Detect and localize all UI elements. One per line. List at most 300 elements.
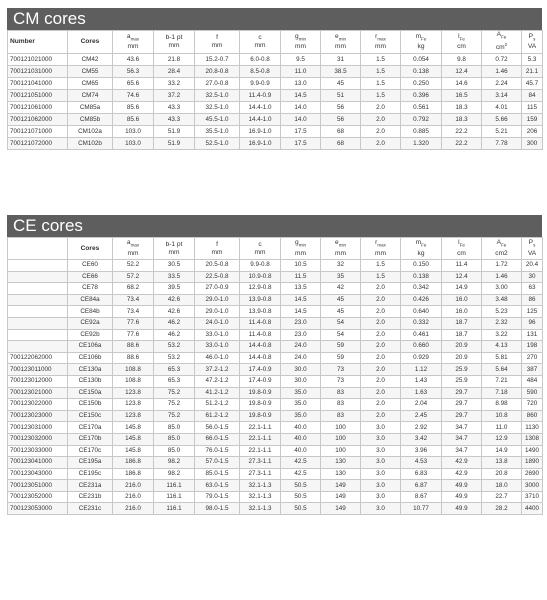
table-cell: 0.138 xyxy=(401,65,442,77)
ce-col-header xyxy=(68,238,113,260)
table-cell: 32.1-1.3 xyxy=(240,491,281,503)
table-cell: CE92a xyxy=(68,317,113,329)
table-cell: 159 xyxy=(522,113,543,125)
table-cell: 3.00 xyxy=(482,283,522,295)
table-cell: 216.0 xyxy=(113,503,154,515)
table-cell: 28.2 xyxy=(482,503,522,515)
column-symbol: $r_{max}$ xyxy=(375,239,386,248)
cm-header-row xyxy=(8,31,543,54)
column-symbol: Cores xyxy=(80,244,100,252)
table-cell: 42.9 xyxy=(442,468,482,480)
table-cell: 22.2 xyxy=(442,125,482,137)
table-cell: 2.45 xyxy=(401,410,442,422)
table-cell: 125 xyxy=(522,306,543,318)
ce-table-body xyxy=(8,260,543,515)
table-cell: 0.332 xyxy=(401,317,442,329)
table-cell: 83 xyxy=(321,410,361,422)
table-cell: 1130 xyxy=(522,422,543,434)
table-cell: 4400 xyxy=(522,503,543,515)
table-row xyxy=(8,399,543,411)
column-symbol: c xyxy=(258,33,262,41)
ce-col-header xyxy=(240,238,281,260)
table-cell: 88.6 xyxy=(113,341,154,353)
ce-col-header xyxy=(195,238,240,260)
table-row xyxy=(8,422,543,434)
table-cell: 2.0 xyxy=(361,399,401,411)
cm-col-header xyxy=(195,31,240,54)
table-cell: 20.9 xyxy=(442,352,482,364)
column-subscript: min xyxy=(298,35,306,41)
table-cell: 14.5 xyxy=(281,294,321,306)
table-cell: 700123041000 xyxy=(8,457,68,469)
table-cell: 77.6 xyxy=(113,329,154,341)
table-cell: 14.4-1.0 xyxy=(240,113,281,125)
table-cell: 0.929 xyxy=(401,352,442,364)
table-cell: 29.7 xyxy=(442,399,482,411)
table-cell: 9.8 xyxy=(442,53,482,65)
table-row xyxy=(8,260,543,272)
table-cell: 56 xyxy=(321,113,361,125)
column-subscript: max xyxy=(130,35,140,41)
table-cell: 1.72 xyxy=(482,260,522,272)
table-cell: 13.9-0.8 xyxy=(240,306,281,318)
table-row xyxy=(8,89,543,101)
table-cell: 75.2 xyxy=(154,387,195,399)
ce-col-header xyxy=(8,238,68,260)
table-cell: 14.0 xyxy=(281,101,321,113)
table-cell: 700123012000 xyxy=(8,375,68,387)
table-cell: 24.0-1.0 xyxy=(195,317,240,329)
table-cell: 22.7 xyxy=(482,491,522,503)
table-cell: CM42 xyxy=(68,53,113,65)
table-cell: 8.67 xyxy=(401,491,442,503)
table-cell: 25.9 xyxy=(442,375,482,387)
cm-col-header xyxy=(240,31,281,54)
table-cell: 860 xyxy=(522,410,543,422)
table-cell: 34.7 xyxy=(442,445,482,457)
table-cell: 14.9 xyxy=(482,445,522,457)
table-cell: 51 xyxy=(321,89,361,101)
cm-col-header xyxy=(482,31,522,54)
table-cell: 65.3 xyxy=(154,364,195,376)
table-cell: 86 xyxy=(522,294,543,306)
table-cell: CE60 xyxy=(68,260,113,272)
table-row xyxy=(8,271,543,283)
table-cell: 17.5 xyxy=(281,125,321,137)
table-cell: CE231c xyxy=(68,503,113,515)
table-cell: 0.396 xyxy=(401,89,442,101)
table-cell: 387 xyxy=(522,364,543,376)
column-unit: mm xyxy=(168,248,180,256)
table-cell: 32.5-1.0 xyxy=(195,101,240,113)
column-symbol: $P_s$ xyxy=(528,239,536,248)
table-cell: 270 xyxy=(522,352,543,364)
table-cell: 31 xyxy=(321,53,361,65)
table-cell: 0.640 xyxy=(401,306,442,318)
table-cell: 700123052000 xyxy=(8,491,68,503)
table-row xyxy=(8,329,543,341)
table-cell: 2.04 xyxy=(401,399,442,411)
ce-col-header xyxy=(401,238,442,260)
table-cell: 116.1 xyxy=(154,503,195,515)
table-cell: 32.1-1.3 xyxy=(240,480,281,492)
table-cell: 7.18 xyxy=(482,387,522,399)
table-cell: 20.5-0.8 xyxy=(195,260,240,272)
table-cell: CE84b xyxy=(68,306,113,318)
cm-col-header xyxy=(401,31,442,54)
table-row xyxy=(8,410,543,422)
table-cell: 65.3 xyxy=(154,375,195,387)
table-cell: 14.9 xyxy=(442,283,482,295)
table-cell: CE195a xyxy=(68,457,113,469)
table-cell: 145.8 xyxy=(113,422,154,434)
table-cell: 9.9-0.8 xyxy=(240,260,281,272)
table-cell: 66.0-1.5 xyxy=(195,433,240,445)
table-cell: 45 xyxy=(321,306,361,318)
table-cell: 5.81 xyxy=(482,352,522,364)
table-cell: 10.5 xyxy=(281,260,321,272)
table-cell: 42.5 xyxy=(281,457,321,469)
table-cell: 8.5-0.8 xyxy=(240,65,281,77)
table-cell: 0.561 xyxy=(401,101,442,113)
table-cell: 18.3 xyxy=(442,101,482,113)
table-cell: 19.8-0.9 xyxy=(240,399,281,411)
table-cell: 11.4 xyxy=(442,260,482,272)
table-cell: 83 xyxy=(321,399,361,411)
table-cell: 123.8 xyxy=(113,387,154,399)
table-cell: 2.0 xyxy=(361,283,401,295)
table-cell: 27.0-0.8 xyxy=(195,77,240,89)
table-cell: 700121062000 xyxy=(8,113,68,125)
table-cell: CE106b xyxy=(68,352,113,364)
table-cell: 98.0-1.5 xyxy=(195,503,240,515)
table-cell: CM55 xyxy=(68,65,113,77)
table-cell: 6.87 xyxy=(401,480,442,492)
table-cell: 18.7 xyxy=(442,317,482,329)
table-cell: 20.9 xyxy=(442,341,482,353)
column-subscript: s xyxy=(533,35,536,41)
column-unit: mm xyxy=(335,42,346,50)
table-row xyxy=(8,53,543,65)
table-cell: 116.1 xyxy=(154,491,195,503)
table-cell: 30.0 xyxy=(281,364,321,376)
ce-cores-table xyxy=(7,237,543,515)
table-cell: CE150b xyxy=(68,399,113,411)
table-cell: 30.0 xyxy=(281,375,321,387)
table-cell: 42.6 xyxy=(154,306,195,318)
column-subscript: max xyxy=(377,242,386,248)
column-unit: kg xyxy=(417,249,425,257)
table-cell: 2.0 xyxy=(361,101,401,113)
table-cell: 22.1-1.1 xyxy=(240,433,281,445)
table-cell: 17.5 xyxy=(281,137,321,149)
table-cell: 24.0 xyxy=(281,341,321,353)
table-cell: CM74 xyxy=(68,89,113,101)
table-cell: 4.53 xyxy=(401,457,442,469)
table-cell: 56.0-1.5 xyxy=(195,422,240,434)
column-subscript: Fe xyxy=(421,35,427,41)
table-cell: 1.5 xyxy=(361,77,401,89)
unit-superscript: 2 xyxy=(504,42,508,48)
table-cell: 49.9 xyxy=(442,503,482,515)
table-cell: 0.426 xyxy=(401,294,442,306)
column-subscript: Fe xyxy=(459,242,465,248)
table-cell: 100 xyxy=(321,433,361,445)
table-cell: 20.8-0.8 xyxy=(195,65,240,77)
table-cell: 14.5 xyxy=(281,89,321,101)
table-cell: CE195c xyxy=(68,468,113,480)
table-cell: 79.0-1.5 xyxy=(195,491,240,503)
table-cell: 1.43 xyxy=(401,375,442,387)
table-cell: 1.46 xyxy=(482,271,522,283)
column-unit: mm xyxy=(211,41,223,49)
table-cell: 2.0 xyxy=(361,341,401,353)
table-cell: 5.3 xyxy=(522,53,543,65)
table-cell: 51.9 xyxy=(154,125,195,137)
table-cell xyxy=(8,341,68,353)
table-cell: 11.4-0.9 xyxy=(240,89,281,101)
column-symbol: Number xyxy=(10,37,35,45)
table-cell: 22.1-1.1 xyxy=(240,422,281,434)
table-cell: 3.22 xyxy=(482,329,522,341)
table-cell: 84 xyxy=(522,89,543,101)
table-cell: 11.0 xyxy=(281,65,321,77)
table-cell: 216.0 xyxy=(113,480,154,492)
table-cell: 3.0 xyxy=(361,422,401,434)
column-subscript: min xyxy=(338,35,346,41)
table-cell: 720 xyxy=(522,399,543,411)
table-cell: 85.0 xyxy=(154,445,195,457)
column-symbol: $m_{Fe}$ xyxy=(415,239,427,248)
ce-cores-title: CE cores xyxy=(7,215,542,237)
column-unit: mm xyxy=(127,42,139,50)
table-cell: 5.64 xyxy=(482,364,522,376)
table-cell: 16.0 xyxy=(442,306,482,318)
table-cell: 700123051000 xyxy=(8,480,68,492)
table-cell: 3.14 xyxy=(482,89,522,101)
table-row xyxy=(8,341,543,353)
column-symbol: $e_{min}$ xyxy=(335,32,346,41)
table-cell: 32.1-1.3 xyxy=(240,503,281,515)
table-cell: CE150a xyxy=(68,387,113,399)
table-cell: 3.42 xyxy=(401,433,442,445)
table-cell: 68.2 xyxy=(113,283,154,295)
table-row xyxy=(8,65,543,77)
table-cell: 3.0 xyxy=(361,503,401,515)
table-row xyxy=(8,387,543,399)
table-cell: 2.0 xyxy=(361,410,401,422)
table-cell: 57.2 xyxy=(113,271,154,283)
table-cell: 40.0 xyxy=(281,422,321,434)
table-row xyxy=(8,468,543,480)
column-symbol: b-1 pt xyxy=(165,33,183,41)
table-cell: 12.4 xyxy=(442,65,482,77)
table-cell: 4.01 xyxy=(482,101,522,113)
table-cell: 2.0 xyxy=(361,375,401,387)
table-cell: 47.2-1.2 xyxy=(195,375,240,387)
table-cell: 57.0-1.5 xyxy=(195,457,240,469)
table-cell: 29.7 xyxy=(442,410,482,422)
column-symbol: $l_{Fe}$ xyxy=(458,239,465,248)
table-cell: 2.92 xyxy=(401,422,442,434)
table-cell: 73.4 xyxy=(113,306,154,318)
table-cell: 2.0 xyxy=(361,137,401,149)
table-cell: 6.0-0.8 xyxy=(240,53,281,65)
table-cell: 700123031000 xyxy=(8,422,68,434)
table-cell xyxy=(8,317,68,329)
table-cell: 700123011000 xyxy=(8,364,68,376)
table-cell: 14.4-0.8 xyxy=(240,352,281,364)
table-cell: 700123033000 xyxy=(8,445,68,457)
table-cell: 76.0-1.5 xyxy=(195,445,240,457)
ce-header-row xyxy=(8,238,543,260)
table-cell: 100 xyxy=(321,445,361,457)
table-cell: 3.96 xyxy=(401,445,442,457)
table-cell: 40.0 xyxy=(281,445,321,457)
table-cell: 14.4-1.0 xyxy=(240,101,281,113)
table-cell: CE231b xyxy=(68,491,113,503)
table-cell: 10.9-0.8 xyxy=(240,271,281,283)
table-row xyxy=(8,480,543,492)
cm-table-body xyxy=(8,53,543,149)
table-cell: 35.0 xyxy=(281,387,321,399)
table-cell: CM102b xyxy=(68,137,113,149)
table-cell: 14.5 xyxy=(281,306,321,318)
table-cell: 130 xyxy=(321,468,361,480)
table-cell: 590 xyxy=(522,387,543,399)
table-cell: 123.8 xyxy=(113,410,154,422)
ce-col-header xyxy=(522,238,543,260)
column-unit: cm xyxy=(457,249,466,257)
table-cell: 9.5 xyxy=(281,53,321,65)
table-cell: 108.8 xyxy=(113,375,154,387)
table-cell: 13.8 xyxy=(482,457,522,469)
table-cell: 1.46 xyxy=(482,65,522,77)
table-cell: 145.8 xyxy=(113,445,154,457)
table-cell: 0.342 xyxy=(401,283,442,295)
table-cell: 100 xyxy=(321,422,361,434)
table-cell: 21.8 xyxy=(154,53,195,65)
column-symbol: $A_{Fe}$ xyxy=(496,31,507,40)
column-unit: cm2 xyxy=(495,249,508,257)
table-cell: 14.4-0.8 xyxy=(240,341,281,353)
table-cell: 3.0 xyxy=(361,468,401,480)
table-cell: 53.2 xyxy=(154,341,195,353)
column-unit: mm xyxy=(254,41,266,49)
table-cell: 0.792 xyxy=(401,113,442,125)
table-cell: CM85b xyxy=(68,113,113,125)
table-cell: 1490 xyxy=(522,445,543,457)
table-cell xyxy=(8,294,68,306)
column-symbol: $g_{min}$ xyxy=(295,239,306,248)
cm-col-header xyxy=(442,31,482,54)
column-symbol: b-1 pt xyxy=(165,240,183,248)
table-cell: 3.0 xyxy=(361,457,401,469)
table-row xyxy=(8,125,543,137)
table-cell: 1.5 xyxy=(361,271,401,283)
table-cell xyxy=(8,329,68,341)
table-cell: CE231a xyxy=(68,480,113,492)
table-cell: 1890 xyxy=(522,457,543,469)
table-row xyxy=(8,364,543,376)
table-cell: 4.13 xyxy=(482,341,522,353)
table-cell: 35 xyxy=(321,271,361,283)
table-cell: CE92b xyxy=(68,329,113,341)
table-cell: 25.9 xyxy=(442,364,482,376)
cm-col-header xyxy=(8,31,68,54)
cm-col-header xyxy=(321,31,361,54)
table-cell: 33.0-1.0 xyxy=(195,329,240,341)
column-symbol: f xyxy=(216,33,218,41)
table-cell xyxy=(8,271,68,283)
table-cell: 85.0 xyxy=(154,422,195,434)
table-cell: 2.0 xyxy=(361,113,401,125)
table-cell: 1308 xyxy=(522,433,543,445)
table-cell: 51.9 xyxy=(154,137,195,149)
table-cell: 300 xyxy=(522,137,543,149)
column-subscript: min xyxy=(298,242,306,248)
table-cell: 0.72 xyxy=(482,53,522,65)
column-symbol: $r_{max}$ xyxy=(375,32,386,41)
table-cell: 45 xyxy=(321,77,361,89)
table-cell: 700123053000 xyxy=(8,503,68,515)
table-row xyxy=(8,317,543,329)
table-cell: 24.0 xyxy=(281,352,321,364)
table-cell: 3000 xyxy=(522,480,543,492)
table-cell: 6.83 xyxy=(401,468,442,480)
table-cell: 13.0 xyxy=(281,77,321,89)
table-cell: 52.5-1.0 xyxy=(195,137,240,149)
table-cell: 103.0 xyxy=(113,125,154,137)
table-cell: CE78 xyxy=(68,283,113,295)
table-cell: 700123023000 xyxy=(8,410,68,422)
table-cell: 11.0 xyxy=(482,422,522,434)
table-row xyxy=(8,101,543,113)
column-unit: kg xyxy=(417,42,425,50)
table-cell: 186.8 xyxy=(113,457,154,469)
table-cell: 42.5 xyxy=(281,468,321,480)
table-cell: 3.0 xyxy=(361,433,401,445)
column-unit: mm xyxy=(295,42,306,50)
table-cell: 484 xyxy=(522,375,543,387)
ce-col-header xyxy=(281,238,321,260)
cm-col-header xyxy=(522,31,543,54)
table-cell: 2.0 xyxy=(361,364,401,376)
table-cell: 21.1 xyxy=(522,65,543,77)
table-cell: 23.0 xyxy=(281,329,321,341)
table-cell: 63 xyxy=(522,283,543,295)
table-row xyxy=(8,294,543,306)
column-subscript: max xyxy=(130,242,140,248)
table-cell: 9.9-0.9 xyxy=(240,77,281,89)
table-cell: 59 xyxy=(321,352,361,364)
table-cell: 0.150 xyxy=(401,260,442,272)
table-row xyxy=(8,457,543,469)
column-unit: VA xyxy=(527,42,537,50)
table-cell: 700121031000 xyxy=(8,65,68,77)
table-cell: 1.5 xyxy=(361,65,401,77)
table-cell: 46.2 xyxy=(154,317,195,329)
table-cell: 54 xyxy=(321,317,361,329)
table-cell: 35.0 xyxy=(281,410,321,422)
table-cell: 49.9 xyxy=(442,491,482,503)
table-cell: 2.0 xyxy=(361,317,401,329)
column-subscript: s xyxy=(533,242,536,248)
table-cell: 13.9-0.8 xyxy=(240,294,281,306)
table-cell: 1.320 xyxy=(401,137,442,149)
table-cell: 43.6 xyxy=(113,53,154,65)
table-cell: 11.5 xyxy=(281,271,321,283)
